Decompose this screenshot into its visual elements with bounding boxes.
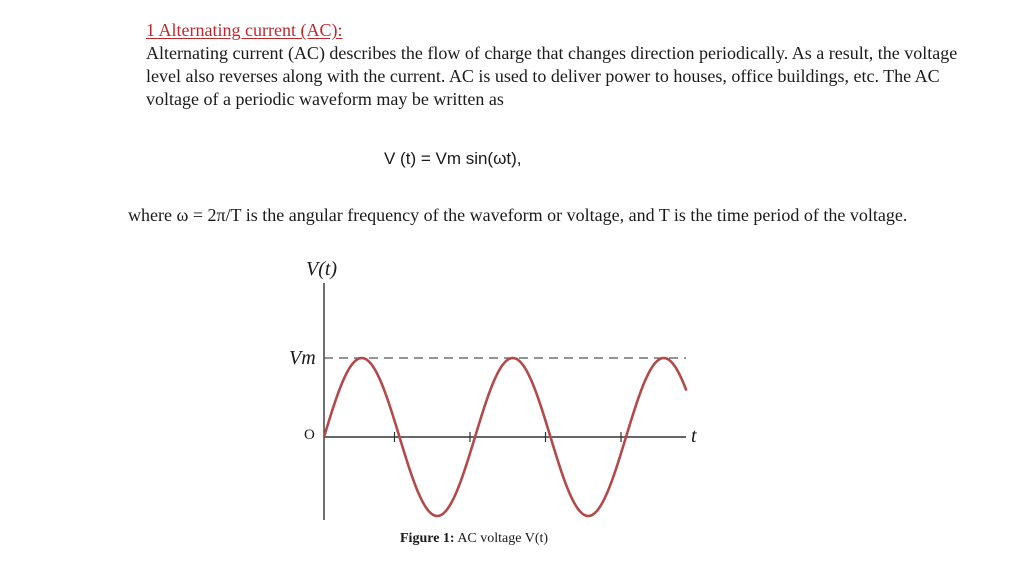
ac-voltage-figure [280,255,720,560]
caption-label: Figure 1: [400,531,455,546]
figure-caption [400,531,548,547]
vm-label [289,347,316,370]
section-heading: 1 Alternating current (AC): [146,20,343,40]
y-axis-label [306,258,337,281]
x-axis-label: t [691,425,697,447]
y-axis-label-text: V(t) [306,258,338,280]
waveform-plot [280,255,720,525]
intro-paragraph: Alternating current (AC) describes the flow of charge that changes direction periodically. As a result, the voltage level also reverses along with the current. AC is used to deliver power to houses, office buildings, etc. The AC voltage of a periodic waveform may be written as [146,43,958,109]
vm-label-text: Vm [289,347,316,369]
voltage-formula: V (t) = Vm sin(ωt), [384,149,522,168]
origin-label: O [304,427,315,443]
omega-paragraph: where ω = 2π/T is the angular frequency of the waveform or voltage, and T is the time period of the voltage. [128,205,908,225]
caption-text: AC voltage V(t) [457,531,549,546]
